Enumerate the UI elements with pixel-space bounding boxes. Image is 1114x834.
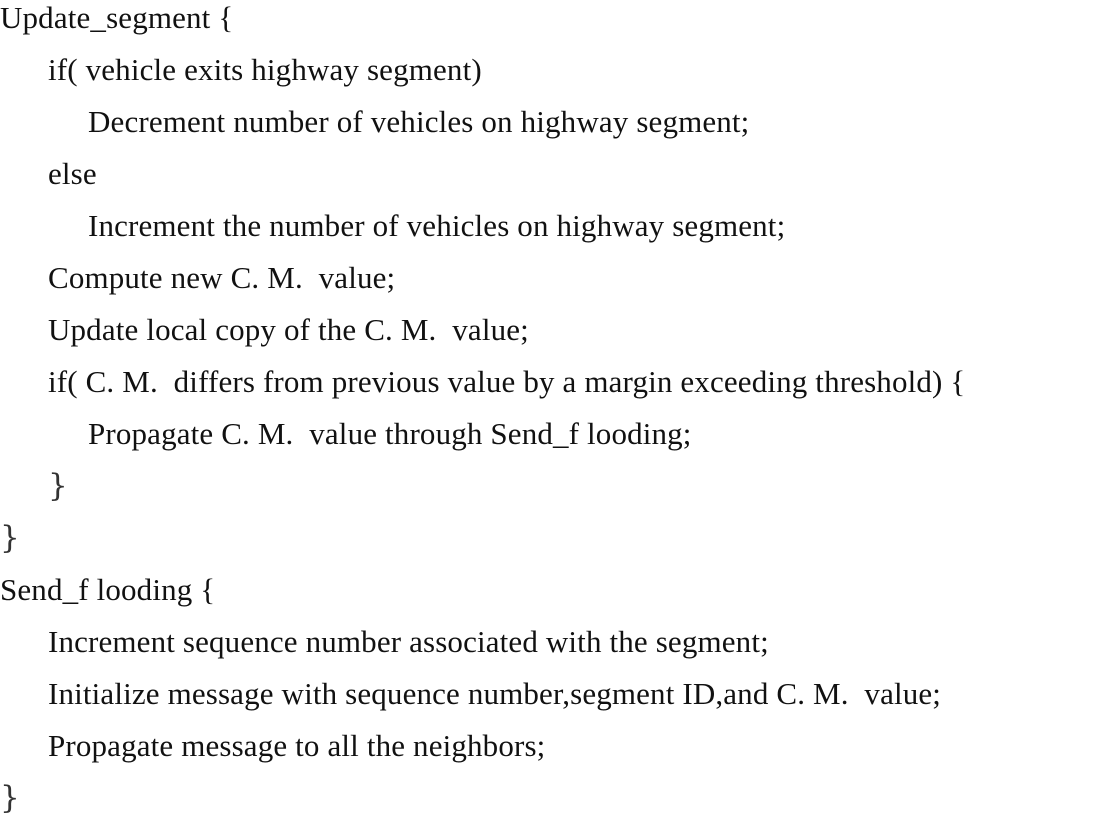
code-line-decrement: Decrement number of vehicles on highway segment; [88, 104, 750, 139]
closing-brace-update-segment: } [0, 520, 20, 556]
function-header-send-flooding: Send_f looding { [0, 572, 216, 607]
code-line-if-cm-differs: if( C. M. differs from previous value by a margin exceeding threshold) { [48, 364, 966, 399]
code-line-else: else [48, 156, 97, 191]
code-line-propagate-message: Propagate message to all the neighbors; [48, 728, 546, 763]
code-line-compute-cm: Compute new C. M. value; [48, 260, 396, 295]
closing-brace-if: } [48, 468, 68, 504]
code-line-increment: Increment the number of vehicles on highway segment; [88, 208, 786, 243]
closing-brace-send-flooding: } [0, 780, 20, 816]
code-line-increment-sequence: Increment sequence number associated with the segment; [48, 624, 769, 659]
code-line-if-vehicle-exits: if( vehicle exits highway segment) [48, 52, 482, 87]
code-line-update-local-copy: Update local copy of the C. M. value; [48, 312, 529, 347]
code-line-initialize-message: Initialize message with sequence number,segment ID,and C. M. value; [48, 676, 942, 711]
function-header-update-segment: Update_segment { [0, 0, 234, 35]
code-line-propagate-cm: Propagate C. M. value through Send_f looding; [88, 416, 692, 451]
